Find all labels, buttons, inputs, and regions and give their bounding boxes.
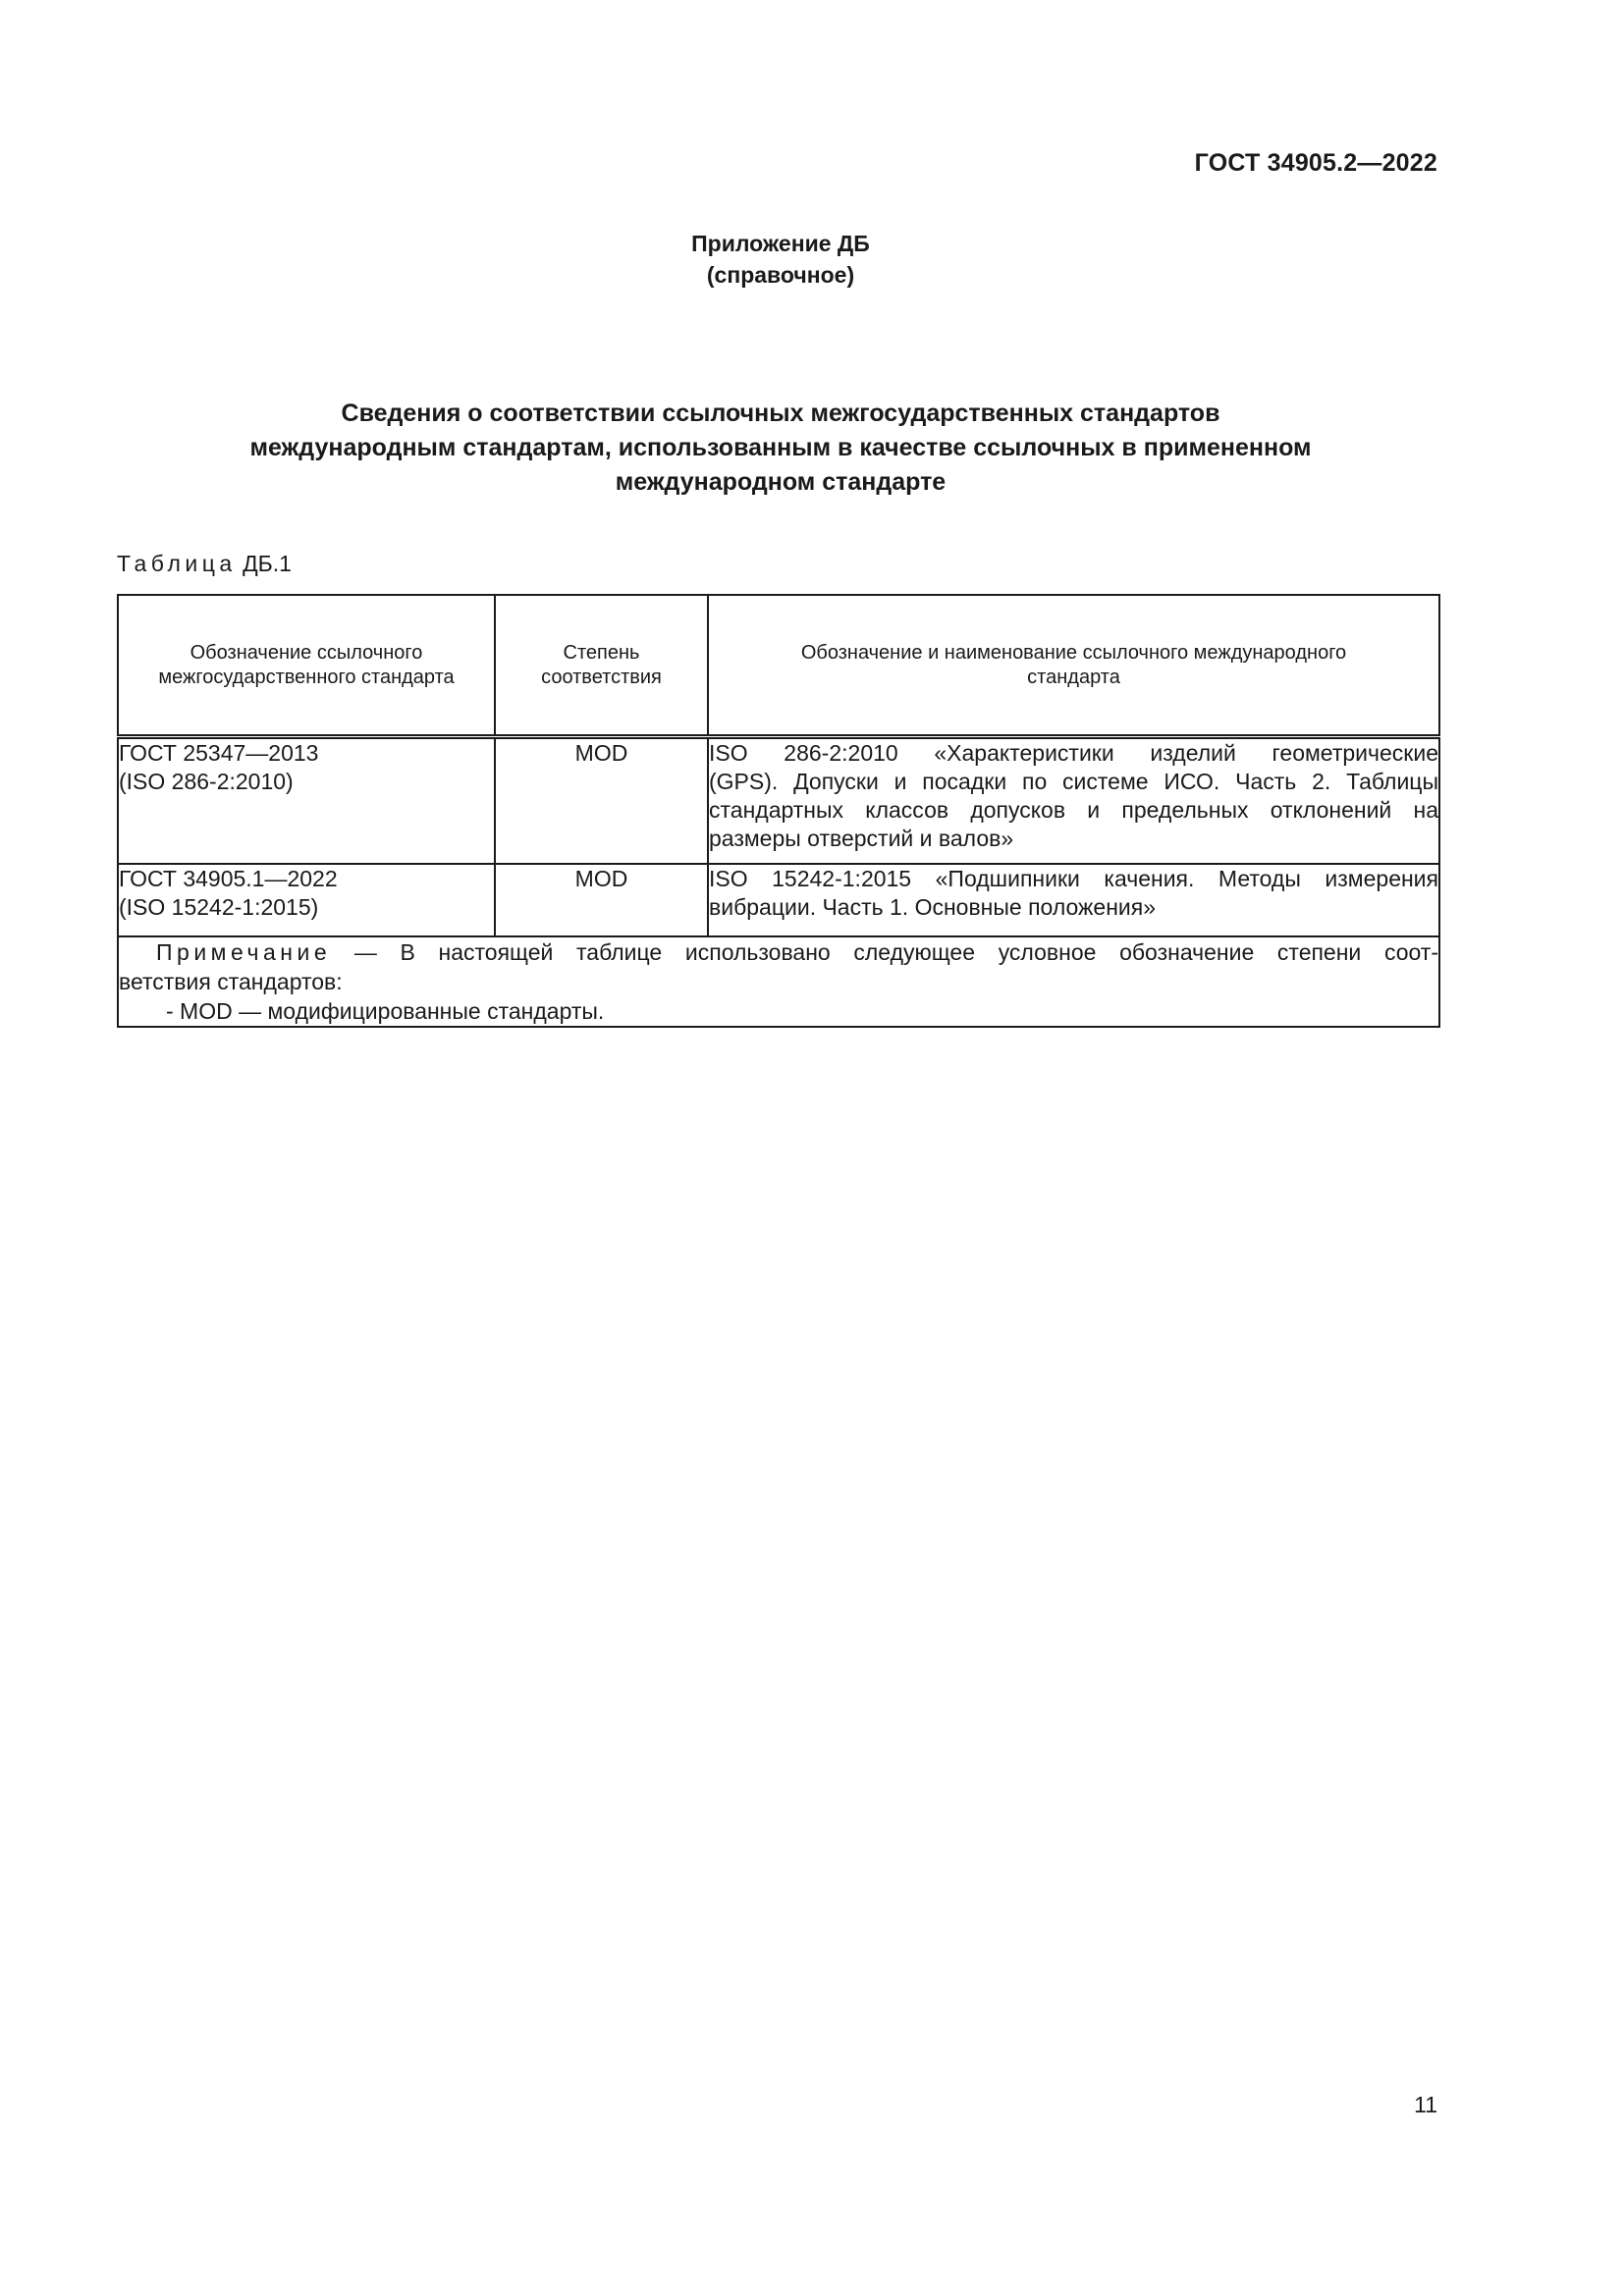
interstate-standard-cell: ГОСТ 34905.1—2022 (ISO 15242-1:2015)	[118, 864, 495, 936]
degree-cell: MOD	[495, 737, 708, 865]
table-note-row	[118, 936, 1439, 1027]
annex-status: (справочное)	[706, 262, 855, 288]
table-row	[118, 737, 1439, 865]
section-title	[157, 397, 1404, 500]
header-international-standard: Обозначение и наименование ссылочного международного стандарта	[708, 595, 1439, 737]
international-standard-cell: ISO 286-2:2010 «Характеристики изделий геометрические (GPS). Допуски и посадки по системе ИСО. Часть 2. Таблицы стандартных классов допусков и предельных отклонений на размеры отверстий и валов»	[708, 737, 1439, 865]
header-interstate-standard: Обозначение ссылочного межгосударственного стандарта	[118, 595, 495, 737]
table-note	[118, 936, 1439, 1027]
page-number: 11	[1414, 2092, 1437, 2117]
table-caption-word: Таблица	[117, 551, 237, 576]
table-caption	[117, 551, 292, 577]
annex-title: Приложение ДБ	[691, 231, 870, 256]
table-row	[118, 864, 1439, 936]
annex-heading	[0, 228, 1561, 291]
note-label: Примечание	[156, 939, 332, 965]
table-caption-number: ДБ.1	[243, 551, 292, 576]
header-degree: Степень соответствия	[495, 595, 708, 737]
section-title-line: международном стандарте	[615, 468, 947, 496]
interstate-standard-cell: ГОСТ 25347—2013 (ISO 286-2:2010)	[118, 737, 495, 865]
table-header-row	[118, 595, 1439, 737]
degree-cell: MOD	[495, 864, 708, 936]
section-title-line: международным стандартам, использованным в качестве ссылочных в примененном	[249, 434, 1312, 461]
section-title-line: Сведения о соответствии ссылочных межгосударственных стандартов	[341, 400, 1220, 427]
international-standard-cell: ISO 15242-1:2015 «Подшипники качения. Методы измерения вибрации. Часть 1. Основные положения»	[708, 864, 1439, 936]
document-code: ГОСТ 34905.2—2022	[1194, 149, 1437, 177]
reference-standards-table	[117, 594, 1440, 1028]
note-text-continued: ветствия стандартов:	[119, 969, 343, 994]
note-list-item: - MOD — модифицированные стандарты.	[166, 998, 605, 1024]
note-text: — В настоящей таблице использовано следующее условное обозначение степени соот-	[331, 939, 1438, 965]
